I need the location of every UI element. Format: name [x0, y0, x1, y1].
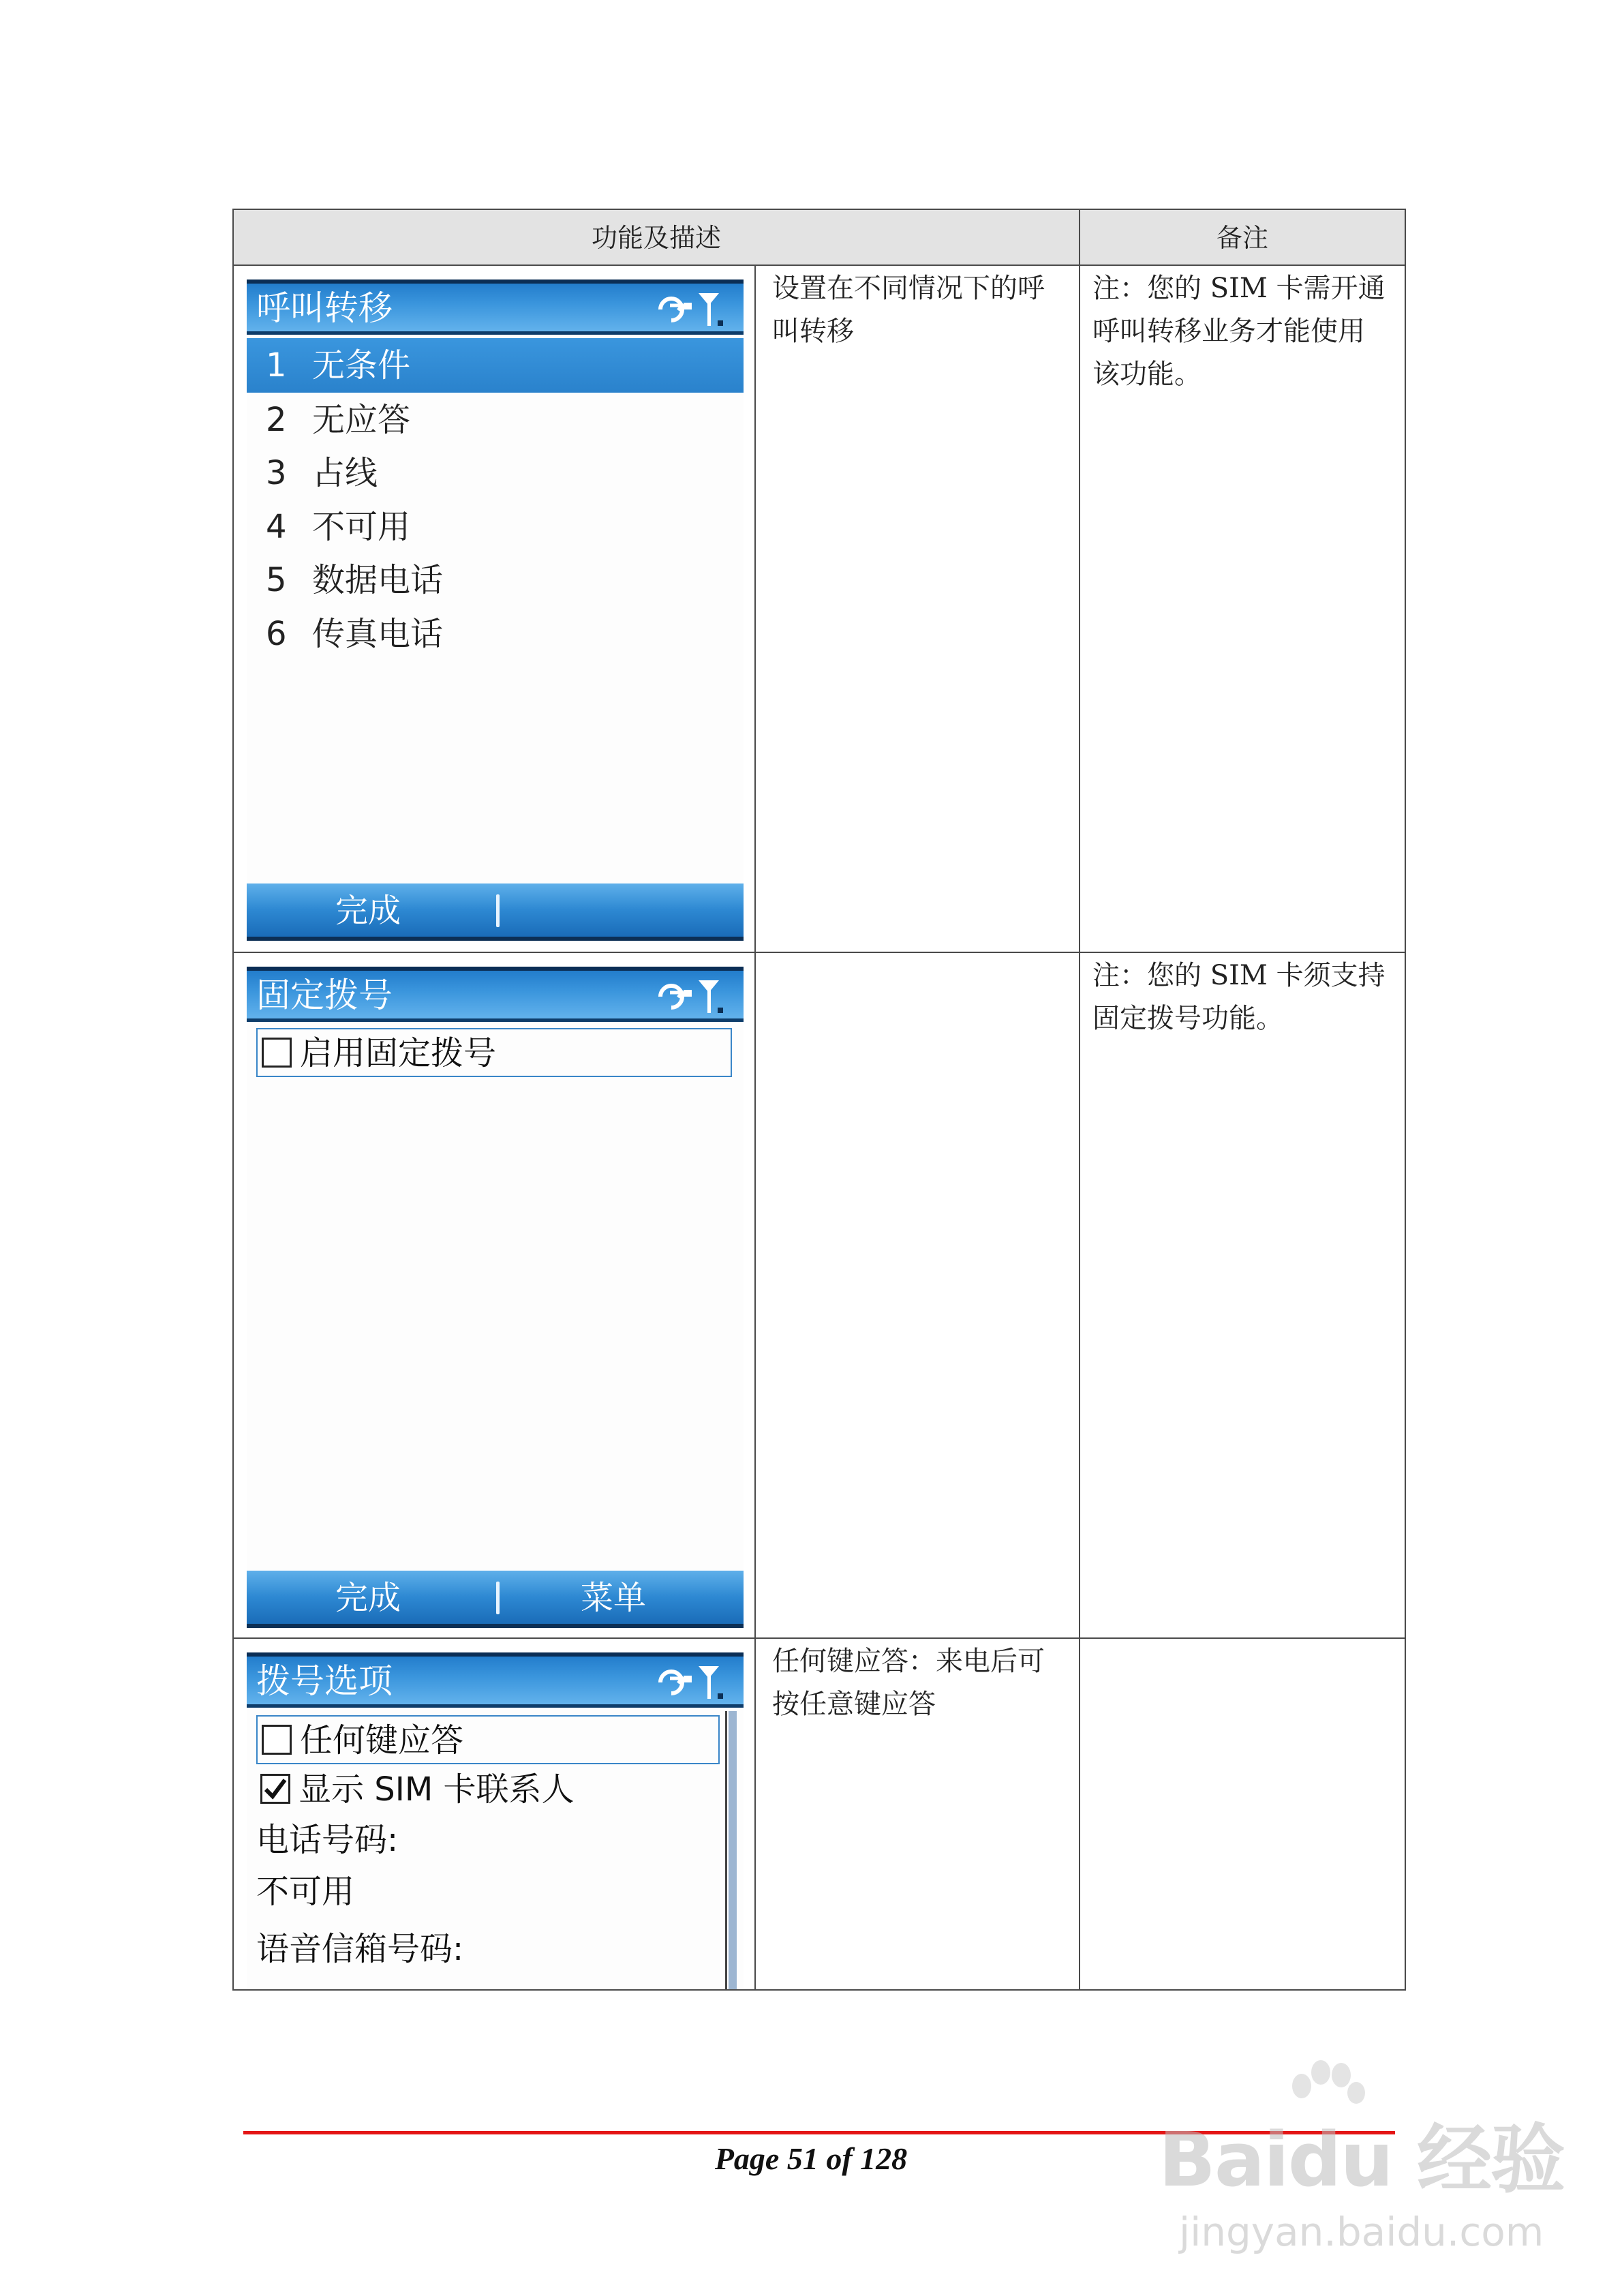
menu-item-unavailable[interactable]: 4 不可用 [266, 508, 411, 546]
checkbox-box[interactable] [260, 1774, 290, 1804]
baidu-jingyan-watermark [1159, 2059, 1565, 2263]
menu-item-data-call[interactable]: 5 数据电话 [266, 561, 444, 599]
scrollbar-thumb[interactable] [729, 1711, 737, 1989]
menu-item-fax-call[interactable]: 6 传真电话 [266, 615, 444, 653]
checkbox-box[interactable] [262, 1725, 292, 1755]
title-bar [247, 280, 744, 335]
signal-antenna-icon [699, 293, 723, 326]
row-divider [232, 1637, 1406, 1639]
description-cell: 设置在不同情况下的呼 叫转移 [772, 273, 1045, 347]
call-forward-icon [660, 986, 692, 1008]
softkey-divider [496, 894, 500, 927]
call-forward-icon [660, 299, 692, 320]
softkey-bar [247, 883, 744, 941]
menu-item-no-answer[interactable]: 2 无应答 [266, 401, 411, 439]
signal-antenna-icon [699, 980, 723, 1013]
title-bar [247, 967, 744, 1022]
description-cell: 任何键应答：来电后可 按任意键应答 [772, 1646, 1045, 1720]
menu-item-busy[interactable]: 3 占线 [266, 454, 378, 492]
table-header-notes: 备注 [1216, 223, 1268, 253]
phone-number-label: 电话号码: [256, 1821, 399, 1859]
call-forward-screen [247, 280, 744, 941]
watermark-url: jingyan.baidu.com [1179, 2209, 1544, 2255]
screen-title: 固定拨号 [256, 976, 393, 1015]
menu-item-unconditional[interactable]: 1 无条件 [247, 338, 744, 393]
screen-title: 拨号选项 [256, 1661, 393, 1701]
status-icons [655, 1662, 730, 1702]
show-sim-contacts-checkbox[interactable]: 显示 SIM 卡联系人 [256, 1766, 720, 1815]
column-divider [1079, 209, 1080, 1991]
checkbox-box[interactable] [262, 1038, 292, 1068]
softkey-divider [496, 1582, 500, 1614]
status-icons [655, 289, 730, 329]
row-divider [232, 952, 1406, 953]
note-cell: 注：您的 SIM 卡需开通 呼叫转移业务才能使用 该功能。 [1092, 273, 1386, 390]
softkey-bar [247, 1571, 744, 1628]
call-forward-icon [660, 1672, 692, 1693]
title-bar [247, 1652, 744, 1708]
screen-title: 呼叫转移 [256, 288, 393, 328]
table-header-function: 功能及描述 [591, 223, 721, 253]
signal-antenna-icon [699, 1666, 723, 1699]
fixed-dialing-screen [247, 967, 744, 1628]
status-icons [655, 976, 730, 1016]
row-divider [232, 265, 1406, 266]
softkey-done[interactable]: 完成 [335, 892, 401, 930]
page-number: Page 51 of 128 [714, 2141, 908, 2176]
watermark-brand: Baidu 经验 [1159, 2116, 1565, 2203]
dialing-options-screen [247, 1652, 744, 1989]
any-key-answer-checkbox[interactable]: 任何键应答 [256, 1715, 720, 1764]
checkmark-icon [262, 1776, 288, 1802]
softkey-done[interactable]: 完成 [335, 1579, 401, 1617]
note-cell: 注：您的 SIM 卡须支持 固定拨号功能。 [1092, 960, 1386, 1034]
scrollbar[interactable] [725, 1711, 737, 1989]
phone-number-value: 不可用 [256, 1873, 355, 1911]
column-divider [754, 265, 756, 1991]
enable-fixed-dialing-checkbox[interactable]: 启用固定拨号 [256, 1028, 732, 1077]
softkey-menu[interactable]: 菜单 [581, 1579, 647, 1617]
voicemail-number-label: 语音信箱号码: [256, 1930, 464, 1968]
